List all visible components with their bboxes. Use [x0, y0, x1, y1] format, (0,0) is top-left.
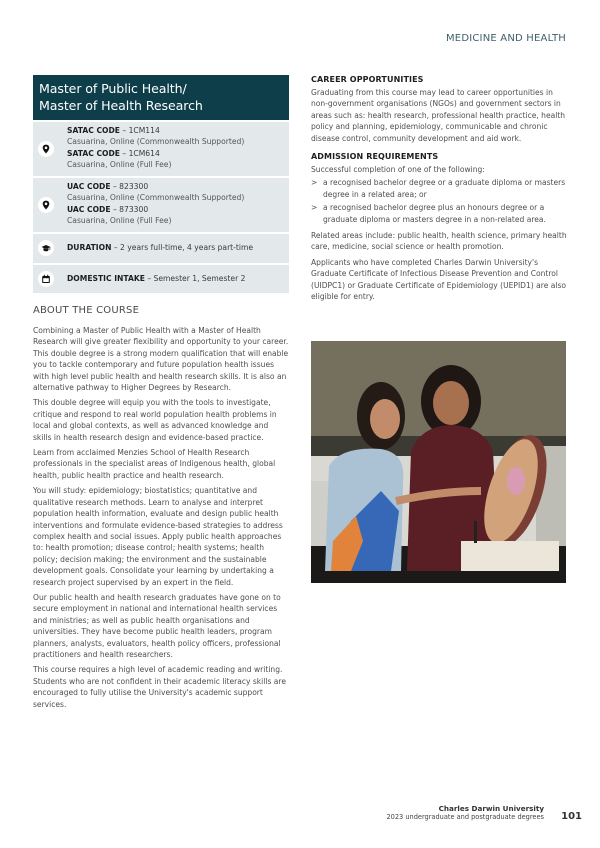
course-title-line-2: Master of Health Research — [39, 98, 203, 113]
intake-row — [33, 263, 289, 294]
uac-code-2: UAC CODE – 873300 — [67, 205, 149, 214]
career-text: Graduating from this course may lead to career opportunities in non-government organisations (NGOs) and government sectors in areas such as: health research, professional health practice, health policy and planning, epidemiology, communicable and chronic disease control, community development and aid work. — [311, 88, 566, 143]
uac-row — [33, 176, 289, 232]
admission-intro: Successful completion of one of the following: — [311, 165, 485, 175]
admission-heading: ADMISSION REQUIREMENTS — [311, 152, 439, 162]
applicants-text: Applicants who have completed Charles Darwin University's Graduate Certificate of Infectious Disease Prevention and Control (UIDPC1) or Graduate Certificate of Epidemiology (UEPID1) are also eligible for entry. — [311, 257, 567, 302]
page-number: 101 — [561, 811, 582, 822]
about-paragraph-1: Combining a Master of Public Health with a Master of Health Research will give greater flexibility and opportunity to your career. This double degree is a strong modern qualification that will enable you to tackle contemporary and future population health issues with high level public health and health research skills. It is also an alternative pathway to Higher Degrees by Research. — [33, 326, 289, 393]
admission-item-1: > a recognised bachelor degree or a graduate diploma or masters degree in a related area; or — [311, 178, 566, 199]
right-column — [311, 75, 569, 303]
about-paragraph-2: This double degree will equip you with the tools to investigate, critique and respond to real world population health problems in local and global contexts, as well as advanced knowledge and skills in health research design and evidence-based practice. — [33, 398, 277, 442]
about-heading: ABOUT THE COURSE — [33, 305, 140, 316]
about-paragraph-5: Our public health and health research graduates have gone on to secure employment in national and international health services and ministries; as well as public health organisations and universities. They have become public health leaders, program planners, analysts, evaluators, health policy officers, professional practitioners and health researchers. — [33, 592, 281, 659]
course-photo — [311, 341, 566, 583]
course-info-panel — [33, 75, 289, 293]
footer-subtitle: 2023 undergraduate and postgraduate degrees — [386, 813, 544, 821]
satac-code-1: SATAC CODE – 1CM114 — [67, 126, 160, 135]
uac-code-1: UAC CODE – 823300 — [67, 182, 149, 191]
section-label: MEDICINE AND HEALTH — [445, 33, 566, 44]
admission-list — [311, 177, 569, 225]
about-paragraph-3: Learn from acclaimed Menzies School of Health Research professionals in the specialist areas of Indigenous health, global health, public health practice and health research. — [33, 448, 276, 480]
duration-text: DURATION – 2 years full-time, 4 years part-time — [67, 243, 254, 252]
left-column — [33, 75, 289, 710]
course-title — [33, 75, 289, 120]
bullet-arrow-icon: > — [311, 203, 318, 213]
about-paragraph-4: You will study: epidemiology; biostatistics; quantitative and qualitative research methods. Learn to analyse and interpret population health information, evaluate and design public health interventions and formulate evidence-based strategies to address complex health and social issues. Apply public health approaches to: health promotion; disease control; health systems; health policy; decision making; the environment and the sustainable development goals. Consolidate your learning by undertaking a research project supervised by an expert in the field. — [33, 486, 283, 587]
satac-detail-2: Casuarina, Online (Full Fee) — [67, 159, 172, 169]
footer-university: Charles Darwin University — [438, 804, 544, 813]
satac-code-2: SATAC CODE – 1CM614 — [67, 149, 160, 158]
calendar-icon — [38, 271, 54, 287]
graduation-cap-icon — [38, 240, 54, 256]
location-pin-icon — [38, 141, 54, 157]
footer — [386, 804, 544, 822]
admission-item-2: > a recognised bachelor degree plus an honours degree or a graduate diploma or masters degree in a non-related area. — [311, 203, 546, 224]
uac-detail-1: Casuarina, Online (Commonwealth Supported) — [67, 192, 245, 202]
career-heading: CAREER OPPORTUNITIES — [311, 75, 424, 84]
about-paragraph-6: This course requires a high level of academic reading and writing. Students who are not confident in their academic literacy skills are encouraged to fully utilise the University's academic support services. — [33, 665, 287, 709]
course-title-line-1: Master of Public Health/ — [39, 81, 187, 96]
intake-text: DOMESTIC INTAKE – Semester 1, Semester 2 — [67, 273, 246, 283]
duration-row — [33, 232, 289, 263]
location-pin-icon — [38, 197, 54, 213]
satac-detail-1: Casuarina, Online (Commonwealth Supported) — [67, 136, 245, 146]
uac-detail-2: Casuarina, Online (Full Fee) — [67, 215, 172, 225]
satac-row — [33, 120, 289, 176]
bullet-arrow-icon: > — [311, 178, 318, 188]
related-areas-text: Related areas include: public health, health science, primary health care, medicine, social science or health promotion. — [311, 231, 567, 252]
